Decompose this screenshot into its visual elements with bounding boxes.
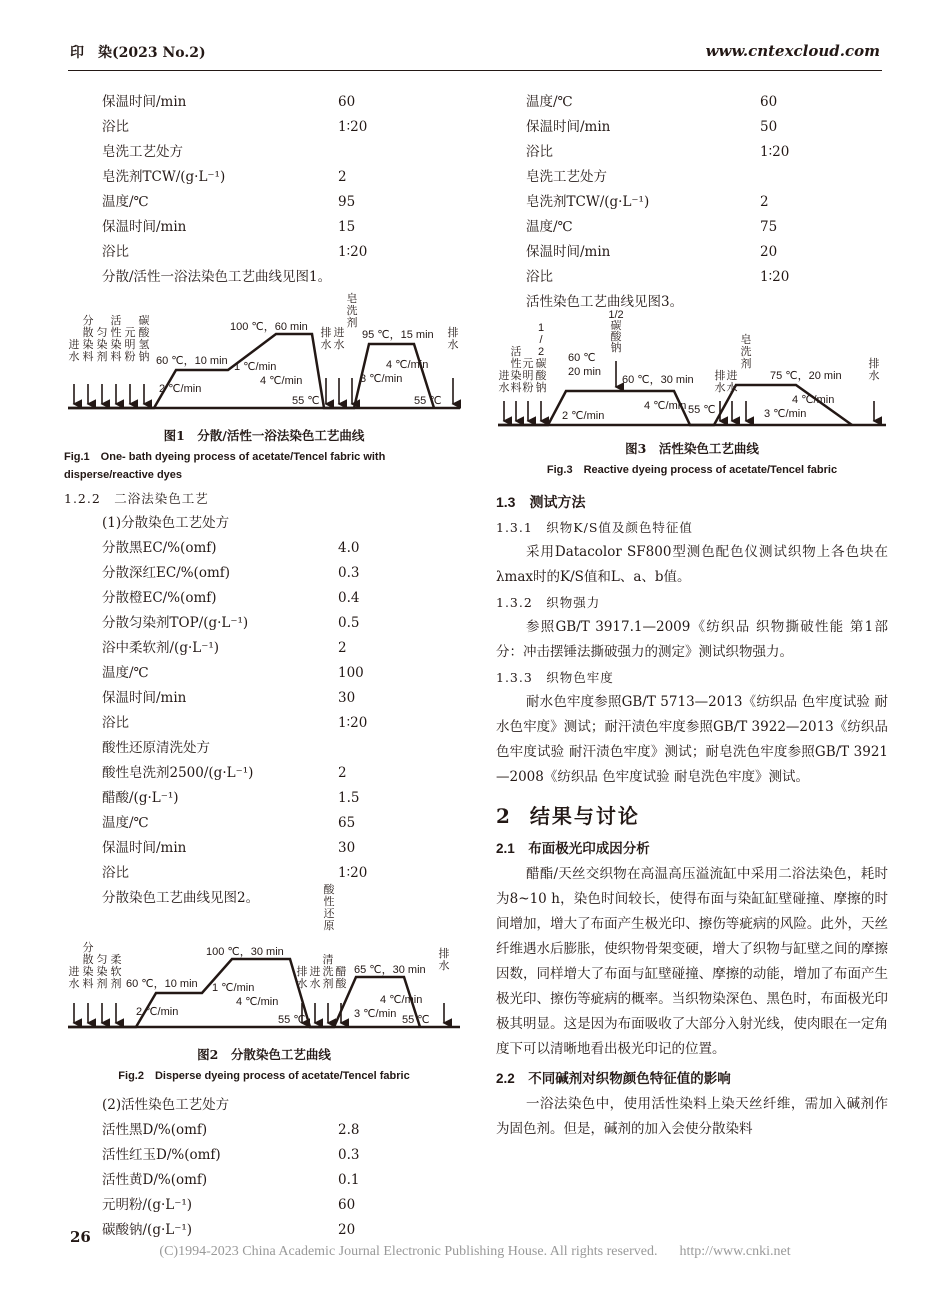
recipe-value: 0.1 — [338, 1172, 360, 1188]
recipe-key: 温度/℃ — [102, 815, 149, 831]
fig1-rate1-label: 2 ℃/min — [159, 383, 202, 395]
recipe-value: 0.3 — [338, 1147, 360, 1163]
disperse-recipe-title: (1)分散染色工艺处方 — [102, 515, 230, 531]
reactive-recipe — [64, 1118, 464, 1243]
recipe-key: 保温时间/min — [102, 690, 187, 706]
recipe-key: 浴比 — [102, 715, 129, 731]
section-2-title: 结果与讨论 — [529, 804, 640, 828]
fig2-chem-label: 匀染剂 — [96, 954, 108, 990]
recipe-value: 30 — [338, 840, 356, 856]
recipe-key: 酸性皂洗剂2500/(g·L⁻¹) — [102, 765, 254, 781]
recipe-row — [496, 140, 888, 165]
recipe-row — [64, 1193, 464, 1218]
fig1-seg3-label: 95 ℃，15 min — [362, 329, 434, 341]
section-2-1: 2.1 布面极光印成因分析 — [496, 841, 650, 856]
recipe-row — [64, 1218, 464, 1243]
fig3-reference: 活性染色工艺曲线见图3。 — [526, 294, 684, 310]
para-1-3-1: 采用Datacolor SF800型测色配色仪测试织物上各色块在λmax时的K/S值和L、a、b值。 — [496, 544, 888, 585]
recipe-key: 元明粉/(g·L⁻¹) — [102, 1197, 193, 1213]
recipe-key: 皂洗剂TCW/(g·L⁻¹) — [526, 194, 650, 210]
fig2-low-temp: 55 ℃ — [278, 1014, 306, 1026]
recipe-row — [64, 861, 464, 886]
fig3-rate4-label: 3 ℃/min — [764, 408, 807, 420]
left-column — [64, 90, 464, 1243]
recipe-value: 50 — [760, 119, 778, 135]
recipe-row — [64, 190, 464, 215]
recipe-row — [496, 215, 888, 240]
recipe-key: 活性黑D/%(omf) — [102, 1122, 208, 1138]
recipe-value: 1∶20 — [338, 244, 368, 260]
recipe-row — [64, 686, 464, 711]
fig1-chem-label: 进水 — [68, 339, 80, 363]
recipe-value: 100 — [338, 665, 364, 681]
recipe-row — [64, 240, 464, 265]
fig2-seg2-label: 100 ℃，30 min — [206, 946, 284, 958]
fig3-drain-label: 排水 — [868, 358, 880, 382]
fig1-caption-en: Fig.1 One- bath dyeing process of acetate/Tencel fabric with disperse/reactive dyes — [64, 451, 386, 481]
fig2-mid-chem: 清洗剂 — [322, 954, 334, 990]
para-1-3-3: 耐水色牢度参照GB/T 5713—2013《纺织品 色牢度试验 耐水色牢度》测试；耐汗渍色牢度参照GB/T 3922—2013《纺织品 色牢度试验 耐汗渍色牢度》测试；耐皂洗色牢度参照GB/T 3921—2008《纺织品 色牢度试验 耐皂洗色牢度》测试。 — [496, 694, 888, 785]
recipe-value: 2 — [760, 194, 769, 210]
fig3-seg2-label: 60 ℃，30 min — [622, 374, 694, 386]
fig2-rate1-label: 2 ℃/min — [136, 1006, 179, 1018]
recipe-key: 活性黄D/%(omf) — [102, 1172, 208, 1188]
recipe-key: 保温时间/min — [102, 219, 187, 235]
journal-url[interactable]: www.cntexcloud.com — [705, 42, 880, 60]
fig3-half-carbonate: 1/2 碳酸钠 — [608, 309, 624, 354]
left-top-recipe — [64, 90, 464, 265]
fig1-chem-label: 匀染剂 — [96, 327, 108, 363]
recipe-row — [64, 536, 464, 561]
fig2-caption-en: Fig.2 Disperse dyeing process of acetate/Tencel fabric — [118, 1070, 410, 1082]
fig1-chem-label: 分散染料 — [82, 315, 94, 363]
fig1-rate4-label: 3 ℃/min — [360, 373, 403, 385]
recipe-row — [496, 190, 888, 215]
section-1-2-2: 1.2.2 二浴法染色工艺 — [64, 491, 209, 506]
recipe-key: 醋酸/(g·L⁻¹) — [102, 790, 179, 806]
recipe-value: 1∶20 — [338, 119, 368, 135]
fig2-chem-label: 柔软剂 — [110, 954, 122, 990]
fig1-reference: 分散/活性一浴法染色工艺曲线见图1。 — [102, 269, 332, 285]
fig3-chem-label: 活性染料 — [510, 346, 522, 394]
recipe-key: 浴比 — [102, 865, 129, 881]
recipe-row — [64, 836, 464, 861]
fig1-mid-chem: 进水 — [333, 327, 345, 351]
recipe-value: 0.4 — [338, 590, 360, 606]
recipe-value: 0.3 — [338, 565, 360, 581]
fig3-rate5-label: 4 ℃/min — [792, 394, 835, 406]
recipe-row — [64, 636, 464, 661]
fig2-mid-chem: 进水 — [309, 966, 321, 990]
recipe-row — [64, 661, 464, 686]
para-2-2: 一浴法染色中，使用活性染料上染天丝纤维，需加入碱剂作为固色剂。但是，碱剂的加入会使分散染料 — [496, 1096, 888, 1137]
fig2-chem-label: 分散染料 — [82, 942, 94, 990]
recipe-key: 温度/℃ — [102, 665, 149, 681]
recipe-value: 15 — [338, 219, 356, 235]
recipe-key: 酸性还原清洗处方 — [102, 740, 210, 756]
recipe-row — [64, 165, 464, 190]
disperse-recipe — [64, 536, 464, 886]
fig3-seg0-label: 60 ℃ — [568, 352, 596, 364]
fig2-drain-label: 排水 — [438, 948, 450, 972]
section-2-number: 2 — [496, 804, 512, 828]
recipe-value: 1∶20 — [760, 144, 790, 160]
fig2-seg3-label: 65 ℃，30 min — [354, 964, 426, 976]
section-1-3-3: 1.3.3 织物色牢度 — [496, 670, 614, 685]
recipe-key: 浴比 — [102, 244, 129, 260]
recipe-row — [496, 115, 888, 140]
fig3-chem-label: 进水 — [498, 370, 510, 394]
recipe-row — [64, 761, 464, 786]
recipe-key: 分散黑EC/%(omf) — [102, 540, 217, 556]
recipe-key: 皂洗剂TCW/(g·L⁻¹) — [102, 169, 226, 185]
recipe-value: 60 — [338, 1197, 356, 1213]
recipe-value: 4.0 — [338, 540, 360, 556]
page-number: 26 — [70, 1228, 91, 1246]
footer-copyright: (C)1994-2023 China Academic Journal Electronic Publishing House. All rights reserved. — [159, 1244, 658, 1259]
recipe-key: 浴比 — [526, 269, 553, 285]
fig1-process-curve — [64, 293, 464, 424]
recipe-key: 分散橙EC/%(omf) — [102, 590, 217, 606]
para-2-1: 醋酯/天丝交织物在高温高压溢流缸中采用二浴法染色，耗时为8~10 h，染色时间较长，使得布面与染缸缸壁碰撞、摩擦的时间增加，增大了布面产生极光印、擦伤等疵病的风险。此外，天丝纤维遇水后膨胀，使织物骨架变硬，增大了织物与缸壁之间的摩擦因数，同样增大了布面与缸壁碰撞、摩擦的动能，增加了布面产生极光印、擦伤等疵病的概率。当织物染深色、黑色时，布面极光印极其明显。这是因为布面吸收了大部分入射光线，使肉眼在一定角度下可以清晰地看出极光印记的位置。 — [496, 866, 888, 1057]
recipe-value: 1.5 — [338, 790, 360, 806]
recipe-row — [496, 240, 888, 265]
right-top-recipe — [496, 90, 888, 290]
fig2-mid-chem: 醋酸 — [335, 966, 347, 990]
recipe-row — [64, 711, 464, 736]
recipe-row — [64, 811, 464, 836]
header-rule — [68, 70, 882, 71]
recipe-key: 碳酸钠/(g·L⁻¹) — [102, 1222, 193, 1238]
fig3-caption-zh: 图3 活性染色工艺曲线 — [625, 441, 759, 456]
recipe-key: 活性红玉D/%(omf) — [102, 1147, 221, 1163]
section-1-3: 1.3 测试方法 — [496, 494, 586, 510]
recipe-value: 60 — [338, 94, 356, 110]
recipe-row — [64, 1143, 464, 1168]
recipe-key: 皂洗工艺处方 — [102, 144, 183, 160]
recipe-row — [64, 561, 464, 586]
fig2-rate4-label: 3 ℃/min — [354, 1008, 397, 1020]
recipe-value: 20 — [760, 244, 778, 260]
fig1-chem-label: 碳酸氢钠 — [138, 315, 150, 363]
fig1-chem-label: 元明粉 — [124, 327, 136, 363]
fig1-low-temp: 55 ℃ — [292, 395, 320, 407]
fig3-chem-label: 1 / 2 碳酸钠 — [535, 322, 547, 394]
recipe-key: 分散匀染剂TOP/(g·L⁻¹) — [102, 615, 249, 631]
fig3-rate3-label: 4 ℃/min — [644, 400, 687, 412]
para-1-3-2: 参照GB/T 3917.1—2009《纺织品 织物撕破性能 第1部分：冲击摆锤法撕破强力的测定》测试织物强力。 — [496, 619, 888, 660]
recipe-value: 1∶20 — [760, 269, 790, 285]
recipe-key: 保温时间/min — [526, 119, 611, 135]
recipe-value: 2.8 — [338, 1122, 360, 1138]
fig3-mid-chem: 皂洗剂 — [740, 334, 752, 370]
footer-site[interactable]: http://www.cnki.net — [679, 1244, 791, 1259]
reactive-recipe-title: (2)活性染色工艺处方 — [102, 1097, 230, 1113]
section-2-2: 2.2 不同碱剂对织物颜色特征值的影响 — [496, 1071, 731, 1086]
fig2-rate2-label: 1 ℃/min — [212, 982, 255, 994]
fig1-chem-label: 活性染料 — [110, 315, 122, 363]
fig2-seg1-label: 60 ℃，10 min — [126, 978, 198, 990]
recipe-row — [64, 786, 464, 811]
recipe-key: 保温时间/min — [526, 244, 611, 260]
recipe-key: 保温时间/min — [102, 840, 187, 856]
fig2-end-temp: 55 ℃ — [402, 1014, 430, 1026]
fig2-caption-zh: 图2 分散染色工艺曲线 — [197, 1047, 331, 1062]
fig1-rate2-label: 1 ℃/min — [234, 361, 277, 373]
fig2-rate5-label: 4 ℃/min — [380, 994, 423, 1006]
recipe-row — [64, 611, 464, 636]
recipe-row — [64, 90, 464, 115]
recipe-row — [64, 115, 464, 140]
recipe-value: 0.5 — [338, 615, 360, 631]
recipe-row — [64, 736, 464, 761]
copyright-footer — [0, 1244, 950, 1260]
recipe-value: 95 — [338, 194, 356, 210]
fig2-reference: 分散染色工艺曲线见图2。 — [102, 890, 260, 906]
recipe-row — [64, 215, 464, 240]
fig1-end-temp: 55 ℃ — [414, 395, 442, 407]
recipe-value: 75 — [760, 219, 778, 235]
recipe-row — [496, 90, 888, 115]
recipe-row — [64, 1118, 464, 1143]
fig3-seg0b-label: 20 min — [568, 366, 602, 378]
fig3-mid-chem: 进水 — [726, 370, 738, 394]
fig1-seg2-label: 100 ℃，60 min — [230, 321, 308, 333]
recipe-row — [64, 1168, 464, 1193]
section-1-3-2: 1.3.2 织物强力 — [496, 595, 601, 610]
fig2-chem-label: 进水 — [68, 966, 80, 990]
journal-header: 印 染(2023 No.2) — [70, 45, 206, 61]
fig1-mid-chem: 皂洗剂 — [346, 293, 358, 329]
recipe-value: 60 — [760, 94, 778, 110]
recipe-value: 20 — [338, 1222, 356, 1238]
figure-3 — [496, 309, 888, 479]
fig3-caption-en: Fig.3 Reactive dyeing process of acetate/Tencel fabric — [546, 464, 838, 476]
fig3-mid-chem: 排水 — [714, 370, 726, 394]
recipe-key: 皂洗工艺处方 — [526, 169, 607, 185]
recipe-key: 温度/℃ — [526, 219, 573, 235]
section-2-heading — [496, 796, 888, 836]
fig3-rate1-label: 2 ℃/min — [562, 410, 605, 422]
section-1-3-1: 1.3.1 织物K/S值及颜色特征值 — [496, 520, 693, 535]
fig3-seg3-label: 75 ℃，20 min — [770, 370, 842, 382]
recipe-key: 温度/℃ — [102, 194, 149, 210]
fig1-rate3-label: 4 ℃/min — [260, 375, 303, 387]
figure-1 — [64, 293, 464, 484]
recipe-row — [496, 265, 888, 290]
fig3-low-temp: 55 ℃ — [688, 404, 716, 416]
recipe-key: 温度/℃ — [526, 94, 573, 110]
fig2-rate3-label: 4 ℃/min — [236, 996, 279, 1008]
recipe-row — [64, 140, 464, 165]
fig2-mid-chem: 酸性还原 — [323, 884, 335, 932]
recipe-key: 浴比 — [526, 144, 553, 160]
recipe-value: 30 — [338, 690, 356, 706]
right-column — [496, 90, 888, 1142]
recipe-value: 2 — [338, 169, 347, 185]
recipe-value: 65 — [338, 815, 356, 831]
fig3-process-curve — [496, 309, 888, 437]
recipe-value: 1∶20 — [338, 865, 368, 881]
fig1-mid-chem: 排水 — [320, 327, 332, 351]
fig2-mid-chem: 排水 — [296, 966, 308, 990]
recipe-key: 分散深红EC/%(omf) — [102, 565, 231, 581]
fig1-drain-label: 排水 — [447, 327, 459, 351]
recipe-value: 1∶20 — [338, 715, 368, 731]
recipe-value: 2 — [338, 765, 347, 781]
recipe-row — [496, 165, 888, 190]
fig1-caption-zh: 图1 分散/活性一浴法染色工艺曲线 — [163, 428, 365, 443]
recipe-value: 2 — [338, 640, 347, 656]
recipe-key: 浴比 — [102, 119, 129, 135]
fig1-rate5-label: 4 ℃/min — [386, 359, 429, 371]
recipe-key: 保温时间/min — [102, 94, 187, 110]
fig1-seg1-label: 60 ℃，10 min — [156, 355, 228, 367]
recipe-key: 浴中柔软剂/(g·L⁻¹) — [102, 640, 220, 656]
recipe-row — [64, 586, 464, 611]
fig3-chem-label: 元明粉 — [522, 358, 534, 394]
